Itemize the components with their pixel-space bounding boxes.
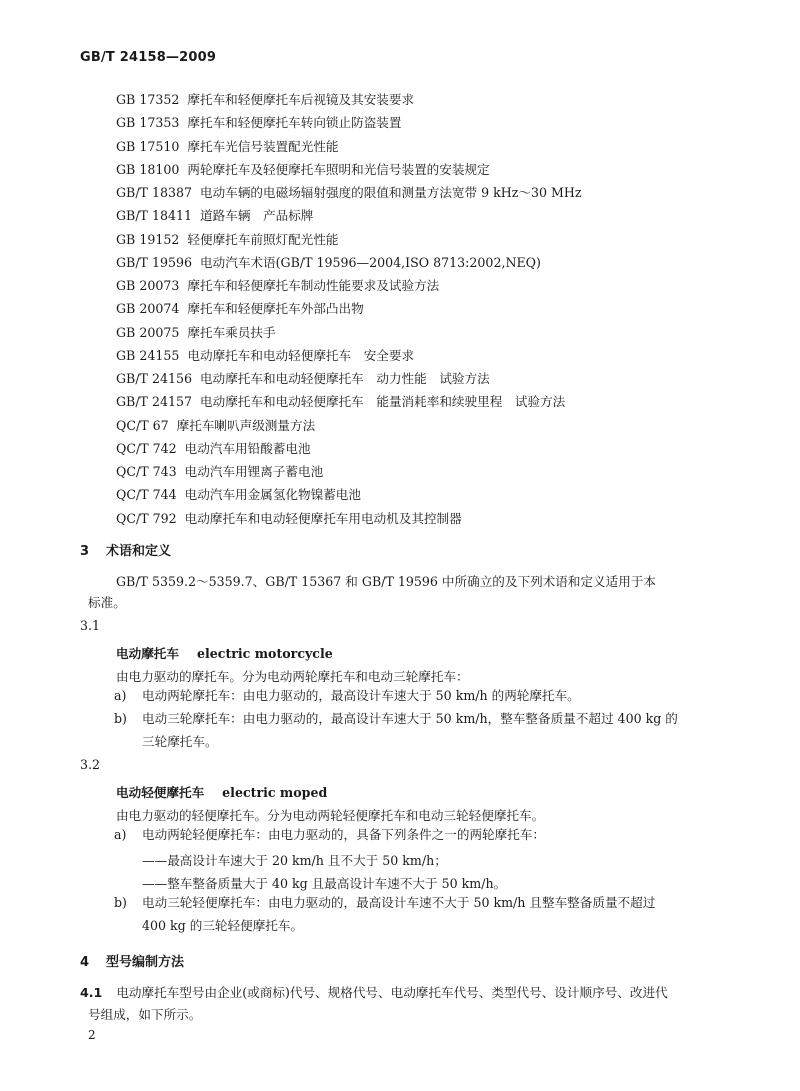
term-3-2-item-a [114, 825, 545, 845]
reference-item [116, 437, 756, 460]
reference-code: GB 17352 [116, 92, 180, 107]
clause-number: 4.1 [80, 985, 103, 1000]
section-3-intro-line-1: GB/T 5359.2～5359.7、GB/T 15367 和 GB/T 19596 中所确立的及下列术语和定义适用于本 [116, 574, 657, 589]
reference-item [116, 135, 756, 158]
reference-title: 摩托车和轻便摩托车转向锁止防盗装置 [187, 115, 402, 131]
section-4-heading [80, 951, 184, 970]
reference-code: QC/T 67 [116, 417, 169, 433]
reference-item [116, 158, 756, 181]
reference-code: GB 24155 [116, 347, 180, 363]
reference-title: 两轮摩托车及轻便摩托车照明和光信号装置的安装规定 [187, 161, 490, 177]
term-3-2-dash-2: ——整车整备质量大于 40 kg 且最高设计车速不大于 50 km/h。 [142, 876, 507, 891]
reference-code: GB/T 24156 [116, 371, 193, 386]
reference-code: QC/T 742 [116, 440, 177, 456]
term-en: electric motorcycle [196, 646, 333, 661]
section-number: 4 [80, 955, 90, 970]
reference-code: GB 17353 [116, 115, 180, 131]
section-3-heading [80, 540, 171, 559]
reference-code: QC/T 792 [116, 510, 177, 526]
reference-title: 摩托车和轻便摩托车后视镜及其安装要求 [187, 92, 415, 107]
reference-item [116, 228, 756, 251]
term-3-2-item-b [114, 893, 656, 913]
list-text: 电动三轮摩托车：由电力驱动的，最高设计车速大于 50 km/h，整车整备质量不超过 400 kg 的 [142, 711, 678, 726]
term-3-1-item-b [114, 709, 678, 729]
reference-item [116, 414, 756, 437]
reference-title: 摩托车光信号装置配光性能 [187, 138, 339, 154]
reference-title: 摩托车喇叭声级测量方法 [176, 417, 316, 433]
term-3-2-item-b-cont: 400 kg 的三轮轻便摩托车。 [142, 918, 304, 933]
reference-code: GB 20075 [116, 324, 180, 340]
clause-text: 电动摩托车型号由企业(或商标)代号、规格代号、电动摩托车代号、类型代号、设计顺序号、改进代 [116, 985, 668, 1000]
standard-header: GB/T 24158—2009 [80, 50, 217, 65]
reference-title: 电动摩托车和电动轻便摩托车 能量消耗率和续驶里程 试验方法 [200, 394, 566, 410]
list-marker: a) [114, 688, 127, 703]
reference-item [116, 367, 756, 390]
clause-3-2-number: 3.2 [80, 757, 101, 772]
reference-code: GB/T 19596 [116, 254, 193, 270]
reference-item [116, 321, 756, 344]
term-en: electric moped [222, 785, 328, 800]
term-3-1 [116, 643, 333, 662]
reference-title: 电动汽车用铅酸蓄电池 [184, 440, 311, 456]
reference-item [116, 204, 756, 227]
reference-code: GB 18100 [116, 161, 180, 177]
clause-3-1-number: 3.1 [80, 618, 101, 633]
reference-item [116, 483, 756, 506]
reference-title: 摩托车乘员扶手 [187, 324, 276, 340]
term-3-1-item-b-cont: 三轮摩托车。 [142, 734, 218, 749]
page-number: 2 [88, 1028, 96, 1042]
reference-item [116, 251, 756, 274]
reference-code: GB 19152 [116, 231, 180, 247]
reference-code: GB/T 18387 [116, 185, 193, 200]
list-marker: a) [114, 827, 127, 842]
reference-item [116, 390, 756, 413]
reference-item [116, 507, 756, 530]
term-3-1-item-a [114, 686, 580, 706]
list-text: 电动两轮摩托车：由电力驱动的，最高设计车速大于 50 km/h 的两轮摩托车。 [142, 688, 580, 703]
reference-code: GB 20073 [116, 278, 180, 293]
reference-title: 电动摩托车和电动轻便摩托车 动力性能 试验方法 [200, 371, 490, 386]
reference-item [116, 111, 756, 134]
reference-title: 电动摩托车和电动轻便摩托车用电动机及其控制器 [184, 510, 462, 526]
normative-references-list [116, 88, 756, 530]
reference-title: 轻便摩托车前照灯配光性能 [187, 231, 339, 247]
list-text: 电动两轮轻便摩托车：由电力驱动的，具备下列条件之一的两轮摩托车： [142, 827, 545, 842]
reference-title: 摩托车和轻便摩托车外部凸出物 [187, 301, 364, 317]
reference-item [116, 181, 756, 204]
list-text: 电动三轮轻便摩托车：由电力驱动的，最高设计车速不大于 50 km/h 且整车整备质量不超过 [142, 895, 656, 910]
reference-title: 电动汽车术语(GB/T 19596—2004,ISO 8713:2002,NEQ) [200, 254, 541, 270]
reference-code: GB/T 18411 [116, 208, 193, 224]
reference-item [116, 274, 756, 297]
reference-title: 电动汽车用金属氢化物镍蓄电池 [184, 487, 361, 503]
term-3-2-dash-1: ——最高设计车速大于 20 km/h 且不大于 50 km/h； [142, 853, 447, 868]
term-zh: 电动摩托车 [116, 646, 179, 661]
section-number: 3 [80, 544, 90, 559]
section-3-intro-line-2: 标准。 [88, 595, 126, 610]
term-3-1-definition: 由电力驱动的摩托车。分为电动两轮摩托车和电动三轮摩托车： [116, 669, 469, 684]
reference-code: GB 17510 [116, 138, 180, 154]
term-3-2-definition: 由电力驱动的轻便摩托车。分为电动两轮轻便摩托车和电动三轮轻便摩托车。 [116, 808, 545, 823]
clause-4-1-line-2: 号组成，如下所示。 [88, 1007, 202, 1022]
reference-title: 电动车辆的电磁场辐射强度的限值和测量方法宽带 9 kHz～30 MHz [200, 185, 582, 200]
list-marker: b) [114, 711, 127, 726]
reference-title: 电动汽车用锂离子蓄电池 [184, 464, 324, 479]
reference-item [116, 88, 756, 111]
reference-title: 道路车辆 产品标牌 [200, 208, 314, 224]
reference-title: 摩托车和轻便摩托车制动性能要求及试验方法 [187, 278, 440, 293]
reference-code: QC/T 744 [116, 487, 177, 503]
reference-title: 电动摩托车和电动轻便摩托车 安全要求 [187, 347, 415, 363]
term-zh: 电动轻便摩托车 [116, 785, 205, 800]
reference-item [116, 297, 756, 320]
reference-item [116, 460, 756, 483]
reference-item [116, 344, 756, 367]
section-title: 型号编制方法 [106, 955, 185, 970]
section-title: 术语和定义 [106, 544, 172, 559]
reference-code: QC/T 743 [116, 464, 177, 479]
list-marker: b) [114, 895, 127, 910]
term-3-2 [116, 782, 327, 801]
reference-code: GB/T 24157 [116, 394, 193, 410]
reference-code: GB 20074 [116, 301, 180, 317]
clause-4-1-line-1 [80, 983, 668, 1003]
